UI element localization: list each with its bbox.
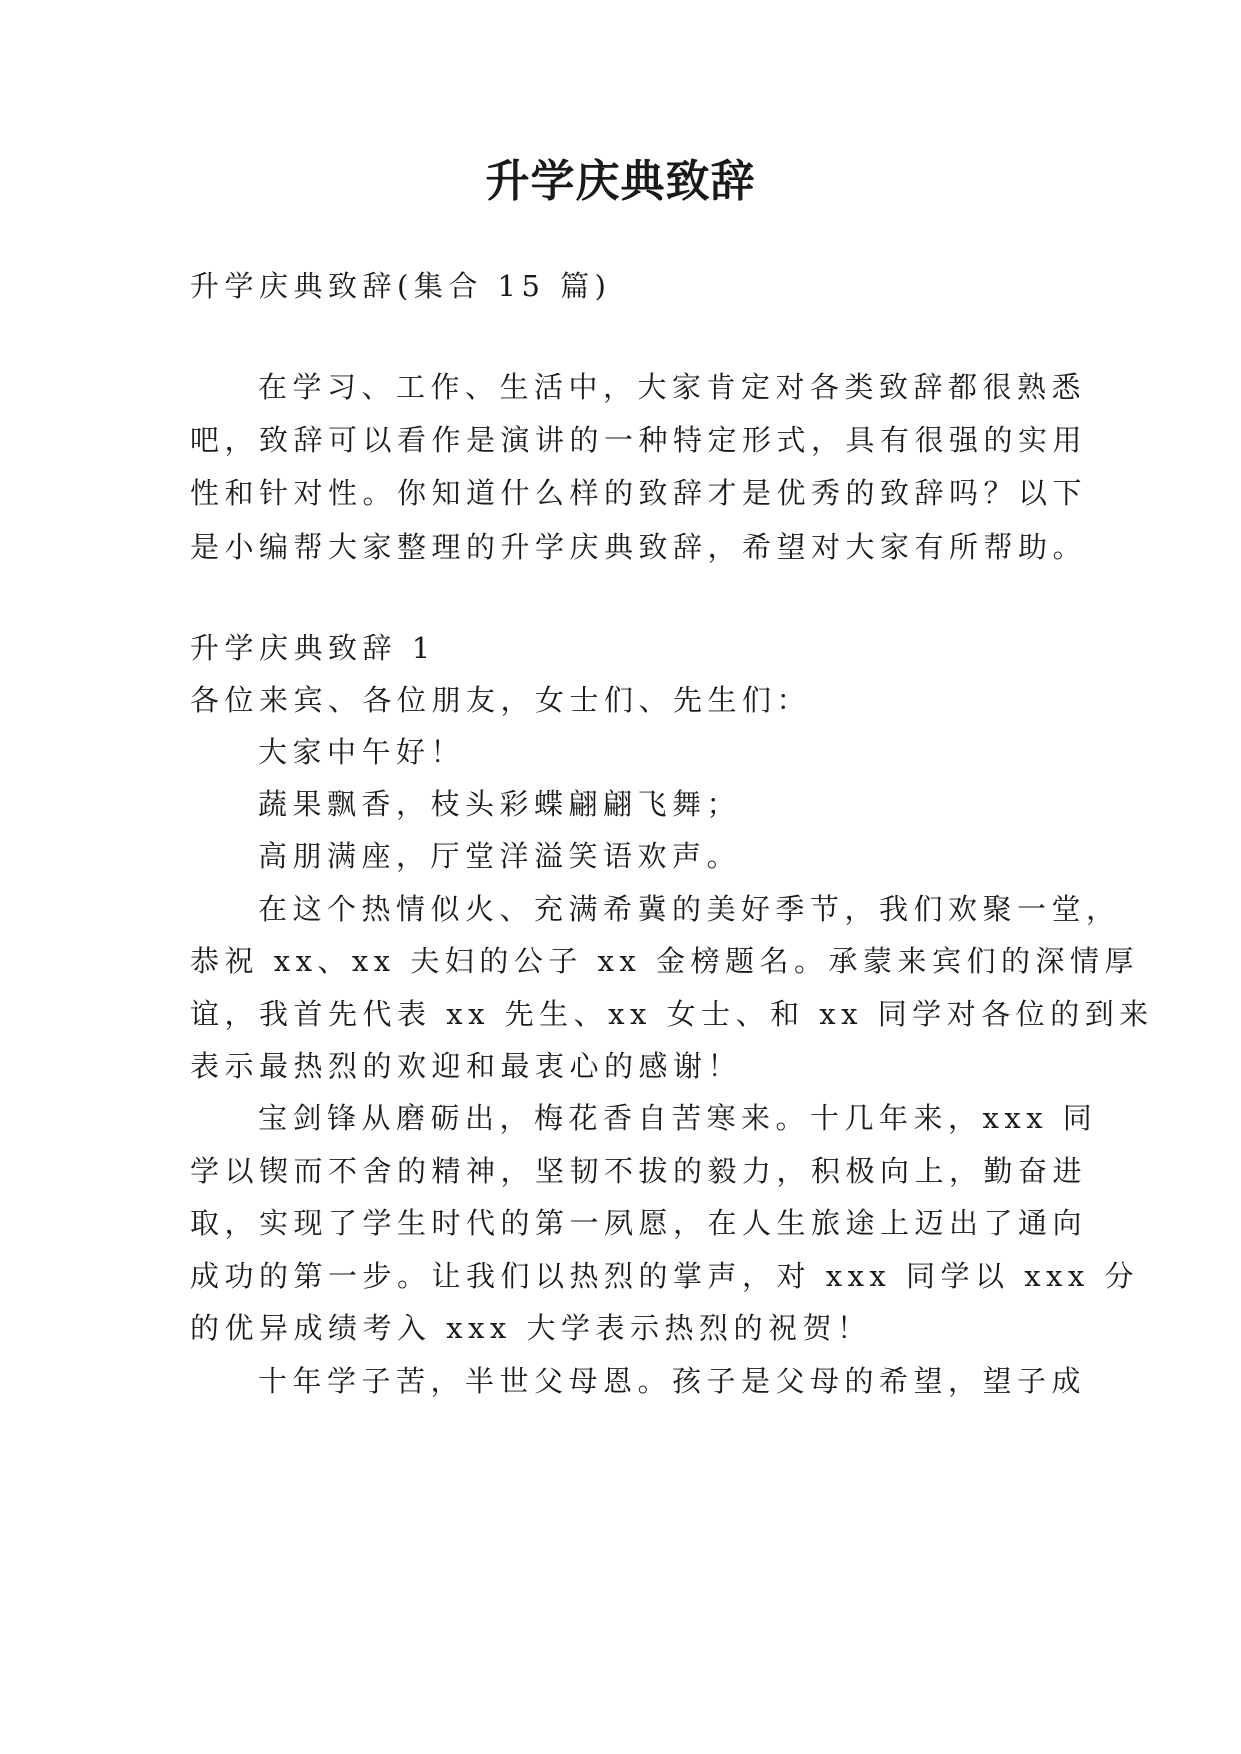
body-line: 成功的第一步。让我们以热烈的掌声，对 xxx 同学以 xxx 分 (190, 1259, 1140, 1293)
page-title: 升学庆典致辞 (485, 156, 756, 207)
intro-line-4: 是小编帮大家整理的升学庆典致辞，希望对大家有所帮助。 (190, 530, 1088, 564)
body-line: 十年学子苦，半世父母恩。孩子是父母的希望，望子成 (258, 1364, 1087, 1398)
body-line: 恭祝 xx、xx 夫妇的公子 xx 金榜题名。承蒙来宾们的深情厚 (190, 944, 1140, 978)
body-line: 在这个热情似火、充满希冀的美好季节，我们欢聚一堂， (258, 892, 1121, 926)
body-line: 蔬果飘香，枝头彩蝶翩翩飞舞； (258, 787, 742, 821)
intro-line-2: 吧，致辞可以看作是演讲的一种特定形式，具有很强的实用 (190, 423, 1088, 457)
body-line: 高朋满座，厅堂洋溢笑语欢声。 (258, 839, 742, 873)
body-line: 学以锲而不舍的精神，坚韧不拔的毅力，积极向上，勤奋进 (190, 1154, 1088, 1188)
body-line: 取，实现了学生时代的第一夙愿，在人生旅途上迈出了通向 (190, 1206, 1088, 1240)
body-line: 表示最热烈的欢迎和最衷心的感谢！ (190, 1049, 743, 1083)
body-line: 谊，我首先代表 xx 先生、xx 女士、和 xx 同学对各位的到来 (190, 997, 1154, 1031)
salutation: 各位来宾、各位朋友，女士们、先生们： (190, 683, 812, 717)
intro-line-1: 在学习、工作、生活中，大家肯定对各类致辞都很熟悉 (258, 370, 1087, 404)
section-heading: 升学庆典致辞 1 (190, 631, 436, 665)
body-line: 的优异成绩考入 xxx 大学表示热烈的祝贺！ (190, 1311, 872, 1345)
document-subtitle: 升学庆典致辞(集合 15 篇) (190, 269, 612, 303)
body-line: 大家中午好！ (258, 735, 466, 769)
body-line: 宝剑锋从磨砺出，梅花香自苦寒来。十几年来，xxx 同 (258, 1101, 1098, 1135)
intro-line-3: 性和针对性。你知道什么样的致辞才是优秀的致辞吗？以下 (190, 476, 1088, 510)
